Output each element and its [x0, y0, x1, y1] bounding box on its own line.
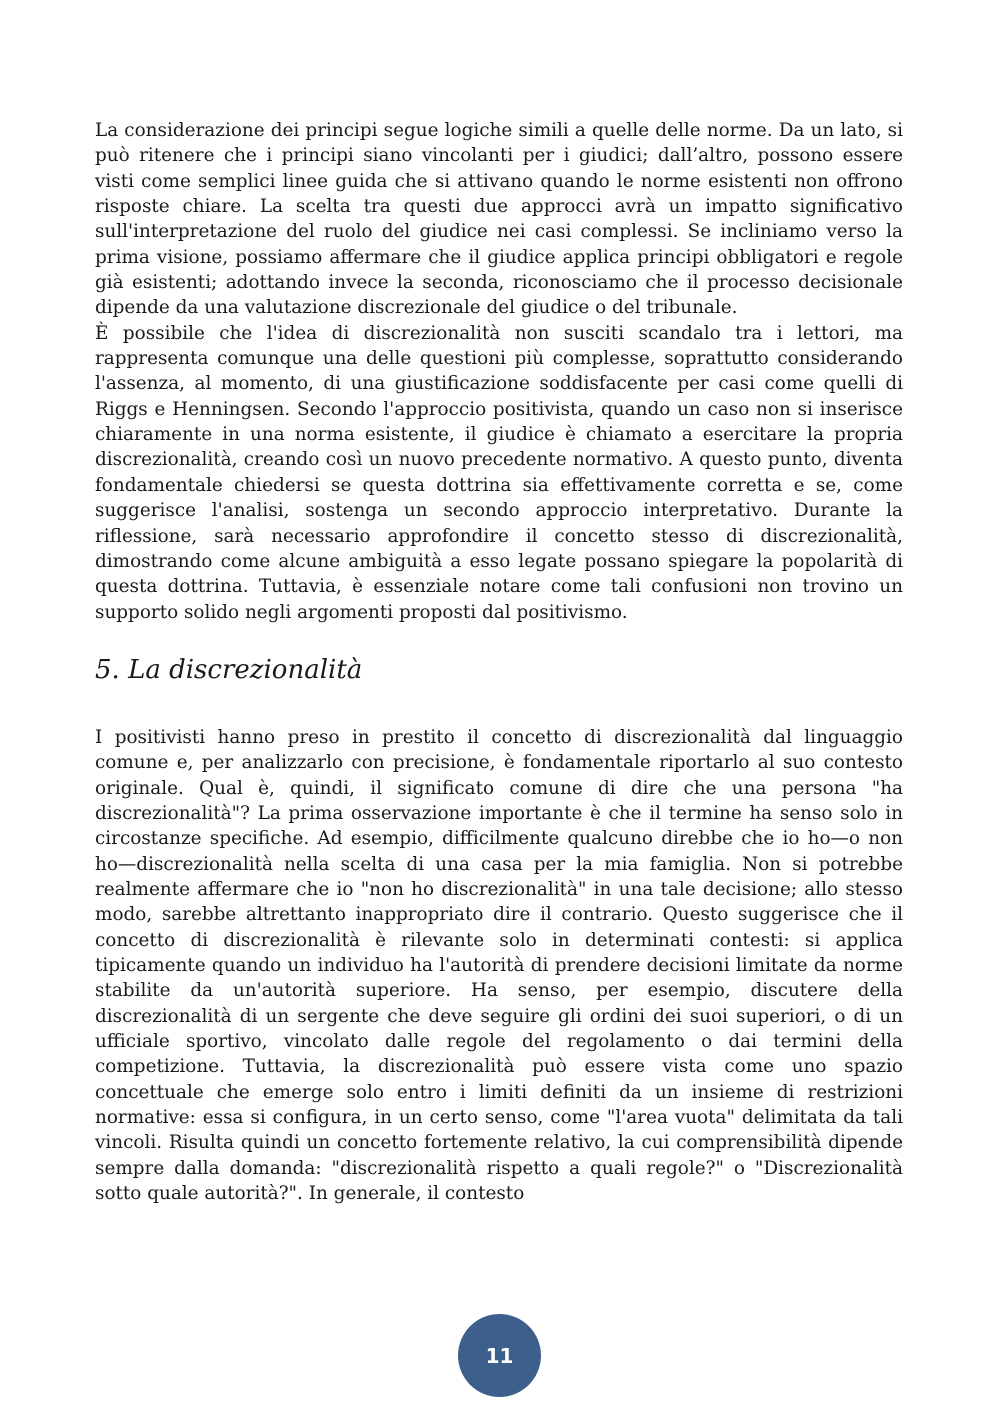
body-paragraph-positivisti: I positivisti hanno preso in prestito il concetto di discrezionalità dal linguaggio comune e, per analizzarlo con precisione, è fondamentale riportarlo al suo contesto originale. Qual è, quindi, il significato comune di dire che una persona "ha discrezionalità"? La prima osservazione importante è che il termine ha senso solo in circostanze specifiche. Ad esempio, difficilmente qualcuno direbbe che io ho—o non ho—discrezionalità nella scelta di una casa per la mia famiglia. Non si potrebbe realmente affermare che io "non ho discrezionalità" in una tale decisione; allo stesso modo, sarebbe altrettanto inappropriato dire il contrario. Questo suggerisce che il concetto di discrezionalità è rilevante solo in determinati contesti: si applica tipicamente quando un individuo ha l'autorità di prendere decisioni limitate da norme stabilite da un'autorità superiore. Ha senso, per esempio, discutere della discrezionalità di un sergente che deve seguire gli ordini dei suoi superiori, o di un ufficiale sportivo, vincolato dalle regole del regolamento o dai termini della competizione. Tuttavia, la discrezionalità può essere vista come uno spazio concettuale che emerge solo entro i limiti definiti da un insieme di restrizioni normative: essa si configura, in un certo senso, come "l'area vuota" delimitata da tali vincoli. Risulta quindi un concetto fortemente relativo, la cui comprensibilità dipende sempre dalla domanda: "discrezionalità rispetto a quali regole?" o "Discrezionalità sotto quale autorità?". In generale, il contesto: [95, 726, 903, 1205]
section-heading: 5. La discrezionalità: [95, 654, 363, 685]
page-content: [95, 118, 903, 1206]
page-number: 11: [485, 1343, 514, 1368]
body-paragraph-discrezionalita-intro: È possibile che l'idea di discrezionalità non susciti scandalo tra i lettori, ma rappresenta comunque una delle questioni più complesse, soprattutto considerando l'assenza, al momento, di una giustificazione soddisfacente per casi come quelli di Riggs e Henningsen. Secondo l'approccio positivista, quando un caso non si inserisce chiaramente in una norma esistente, il giudice è chiamato a esercitare la propria discrezionalità, creando così un nuovo precedente normativo. A questo punto, diventa fondamentale chiedersi se questa dottrina sia effettivamente corretta e se, come suggerisce l'analisi, sostenga un secondo approccio interpretativo. Durante la riflessione, sarà necessario approfondire il concetto stesso di discrezionalità, dimostrando come alcune ambiguità a esso legate possano spiegare la popolarità di questa dottrina. Tuttavia, è essenziale notare come tali confusioni non trovino un supporto solido negli argomenti proposti dal positivismo.: [95, 322, 903, 623]
page-number-badge: [458, 1314, 541, 1397]
body-paragraph-principi: La considerazione dei principi segue logiche simili a quelle delle norme. Da un lato, si può ritenere che i principi siano vincolanti per i giudici; dall’altro, possono essere visti come semplici linee guida che si attivano quando le norme esistenti non offrono risposte chiare. La scelta tra questi due approcci avrà un impatto significativo sull'interpretazione del ruolo del giudice nei casi complessi. Se incliniamo verso la prima visione, possiamo affermare che il giudice applica principi obbligatori e regole già esistenti; adottando invece la seconda, riconosciamo che il processo decisionale dipende da una valutazione discrezionale del giudice o del tribunale.: [95, 120, 903, 319]
